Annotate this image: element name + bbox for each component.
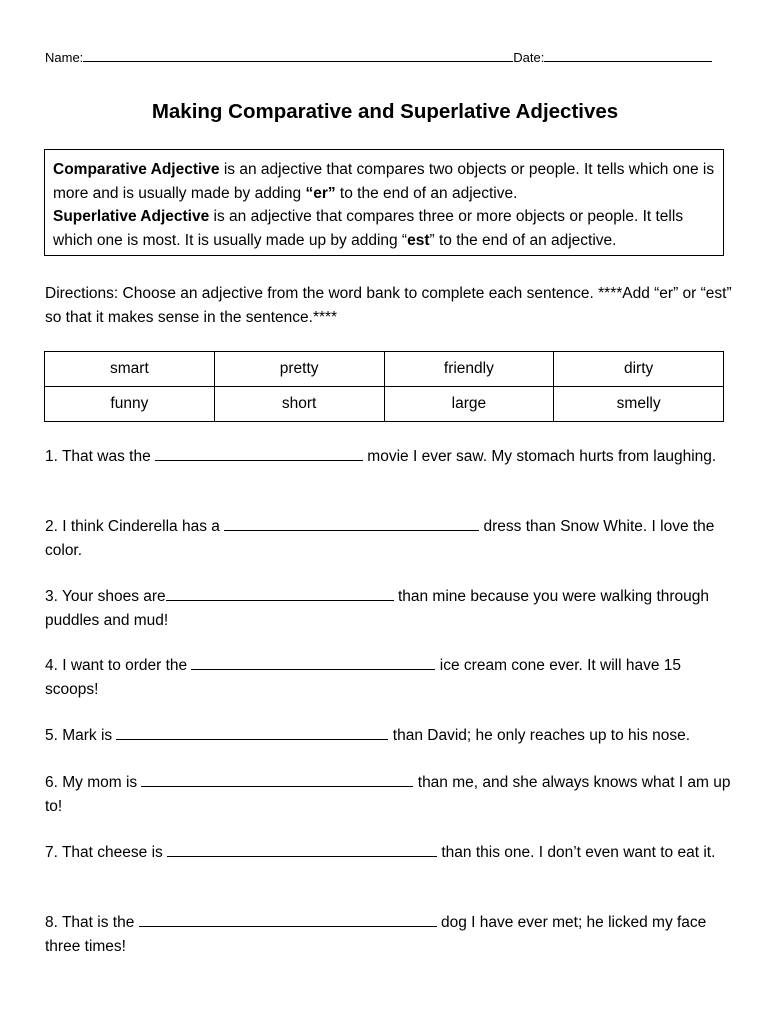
question-8 [45,911,735,958]
date-label: Date: [513,50,545,65]
date-blank[interactable] [544,47,712,62]
answer-blank[interactable] [191,655,435,670]
superlative-term: Superlative Adjective [53,208,210,225]
page-title: Making Comparative and Superlative Adjectives [151,100,619,123]
question-text-after: dog I have ever met; he licked my face three times! [45,914,707,955]
question-text-before: 6. My mom is [45,774,142,791]
name-date-row [45,47,735,65]
word-bank-cell: pretty [214,352,384,387]
name-label: Name: [45,50,84,65]
question-6 [45,771,735,818]
question-text-before: 7. That cheese is [45,844,168,861]
superlative-text-2: ” to the end of an adjective. [429,231,617,249]
question-7 [45,841,735,865]
answer-blank[interactable] [166,586,394,601]
question-text-after: than mine because you were walking through puddles and mud! [45,588,710,629]
question-5 [45,724,735,748]
question-4 [45,654,735,701]
answer-blank[interactable] [167,842,437,857]
question-text-after: than David; he only reaches up to his nose. [388,727,691,744]
superlative-text-1: is an adjective that compares three or more objects or people. It tells which one is most. It is usually made up by adding “ [53,208,684,249]
question-text-before: 5. Mark is [45,727,117,744]
directions-text: Directions: Choose an adjective from the word bank to complete each sentence. ****Add “er” or “est” so that it makes sense in the sentence.**** [45,285,732,326]
word-bank-table [44,351,724,422]
superlative-suffix: est [407,231,430,249]
question-text-after: ice cream cone ever. It will have 15 scoops! [45,657,682,698]
question-3 [45,585,735,632]
word-bank-cell: dirty [554,352,724,387]
comparative-text-2: to the end of an adjective. [335,184,518,202]
word-bank-cell: smart [45,352,215,387]
question-text-before: 3. Your shoes are [45,588,166,605]
answer-blank[interactable] [141,772,413,787]
word-bank-row [45,387,724,422]
answer-blank[interactable] [139,912,437,927]
definition-box [44,149,724,256]
question-text-after: dress than Snow White. I love the color. [45,518,715,559]
answer-blank[interactable] [224,516,479,531]
question-text-after: movie I ever saw. My stomach hurts from laughing. [363,448,717,465]
word-bank-cell: large [384,387,554,422]
answer-blank[interactable] [155,446,363,461]
question-text-before: 8. That is the [45,914,139,931]
question-text-after: than me, and she always knows what I am up to! [45,774,731,815]
question-text-before: 1. That was the [45,448,155,465]
question-text-after: than this one. I don’t even want to eat it. [437,844,716,861]
comparative-suffix: “er” [305,184,336,202]
word-bank-cell: friendly [384,352,554,387]
question-text-before: 4. I want to order the [45,657,192,674]
word-bank-cell: funny [45,387,215,422]
question-1 [45,445,735,469]
word-bank-cell: smelly [554,387,724,422]
comparative-term: Comparative Adjective [53,161,220,178]
word-bank-row [45,352,724,387]
word-bank-cell: short [214,387,384,422]
question-2 [45,515,735,562]
comparative-text-1: is an adjective that compares two objects or people. It tells which one is more and is usually made by adding [53,161,715,202]
question-text-before: 2. I think Cinderella has a [45,518,225,535]
name-blank[interactable] [83,47,513,62]
answer-blank[interactable] [116,725,388,740]
